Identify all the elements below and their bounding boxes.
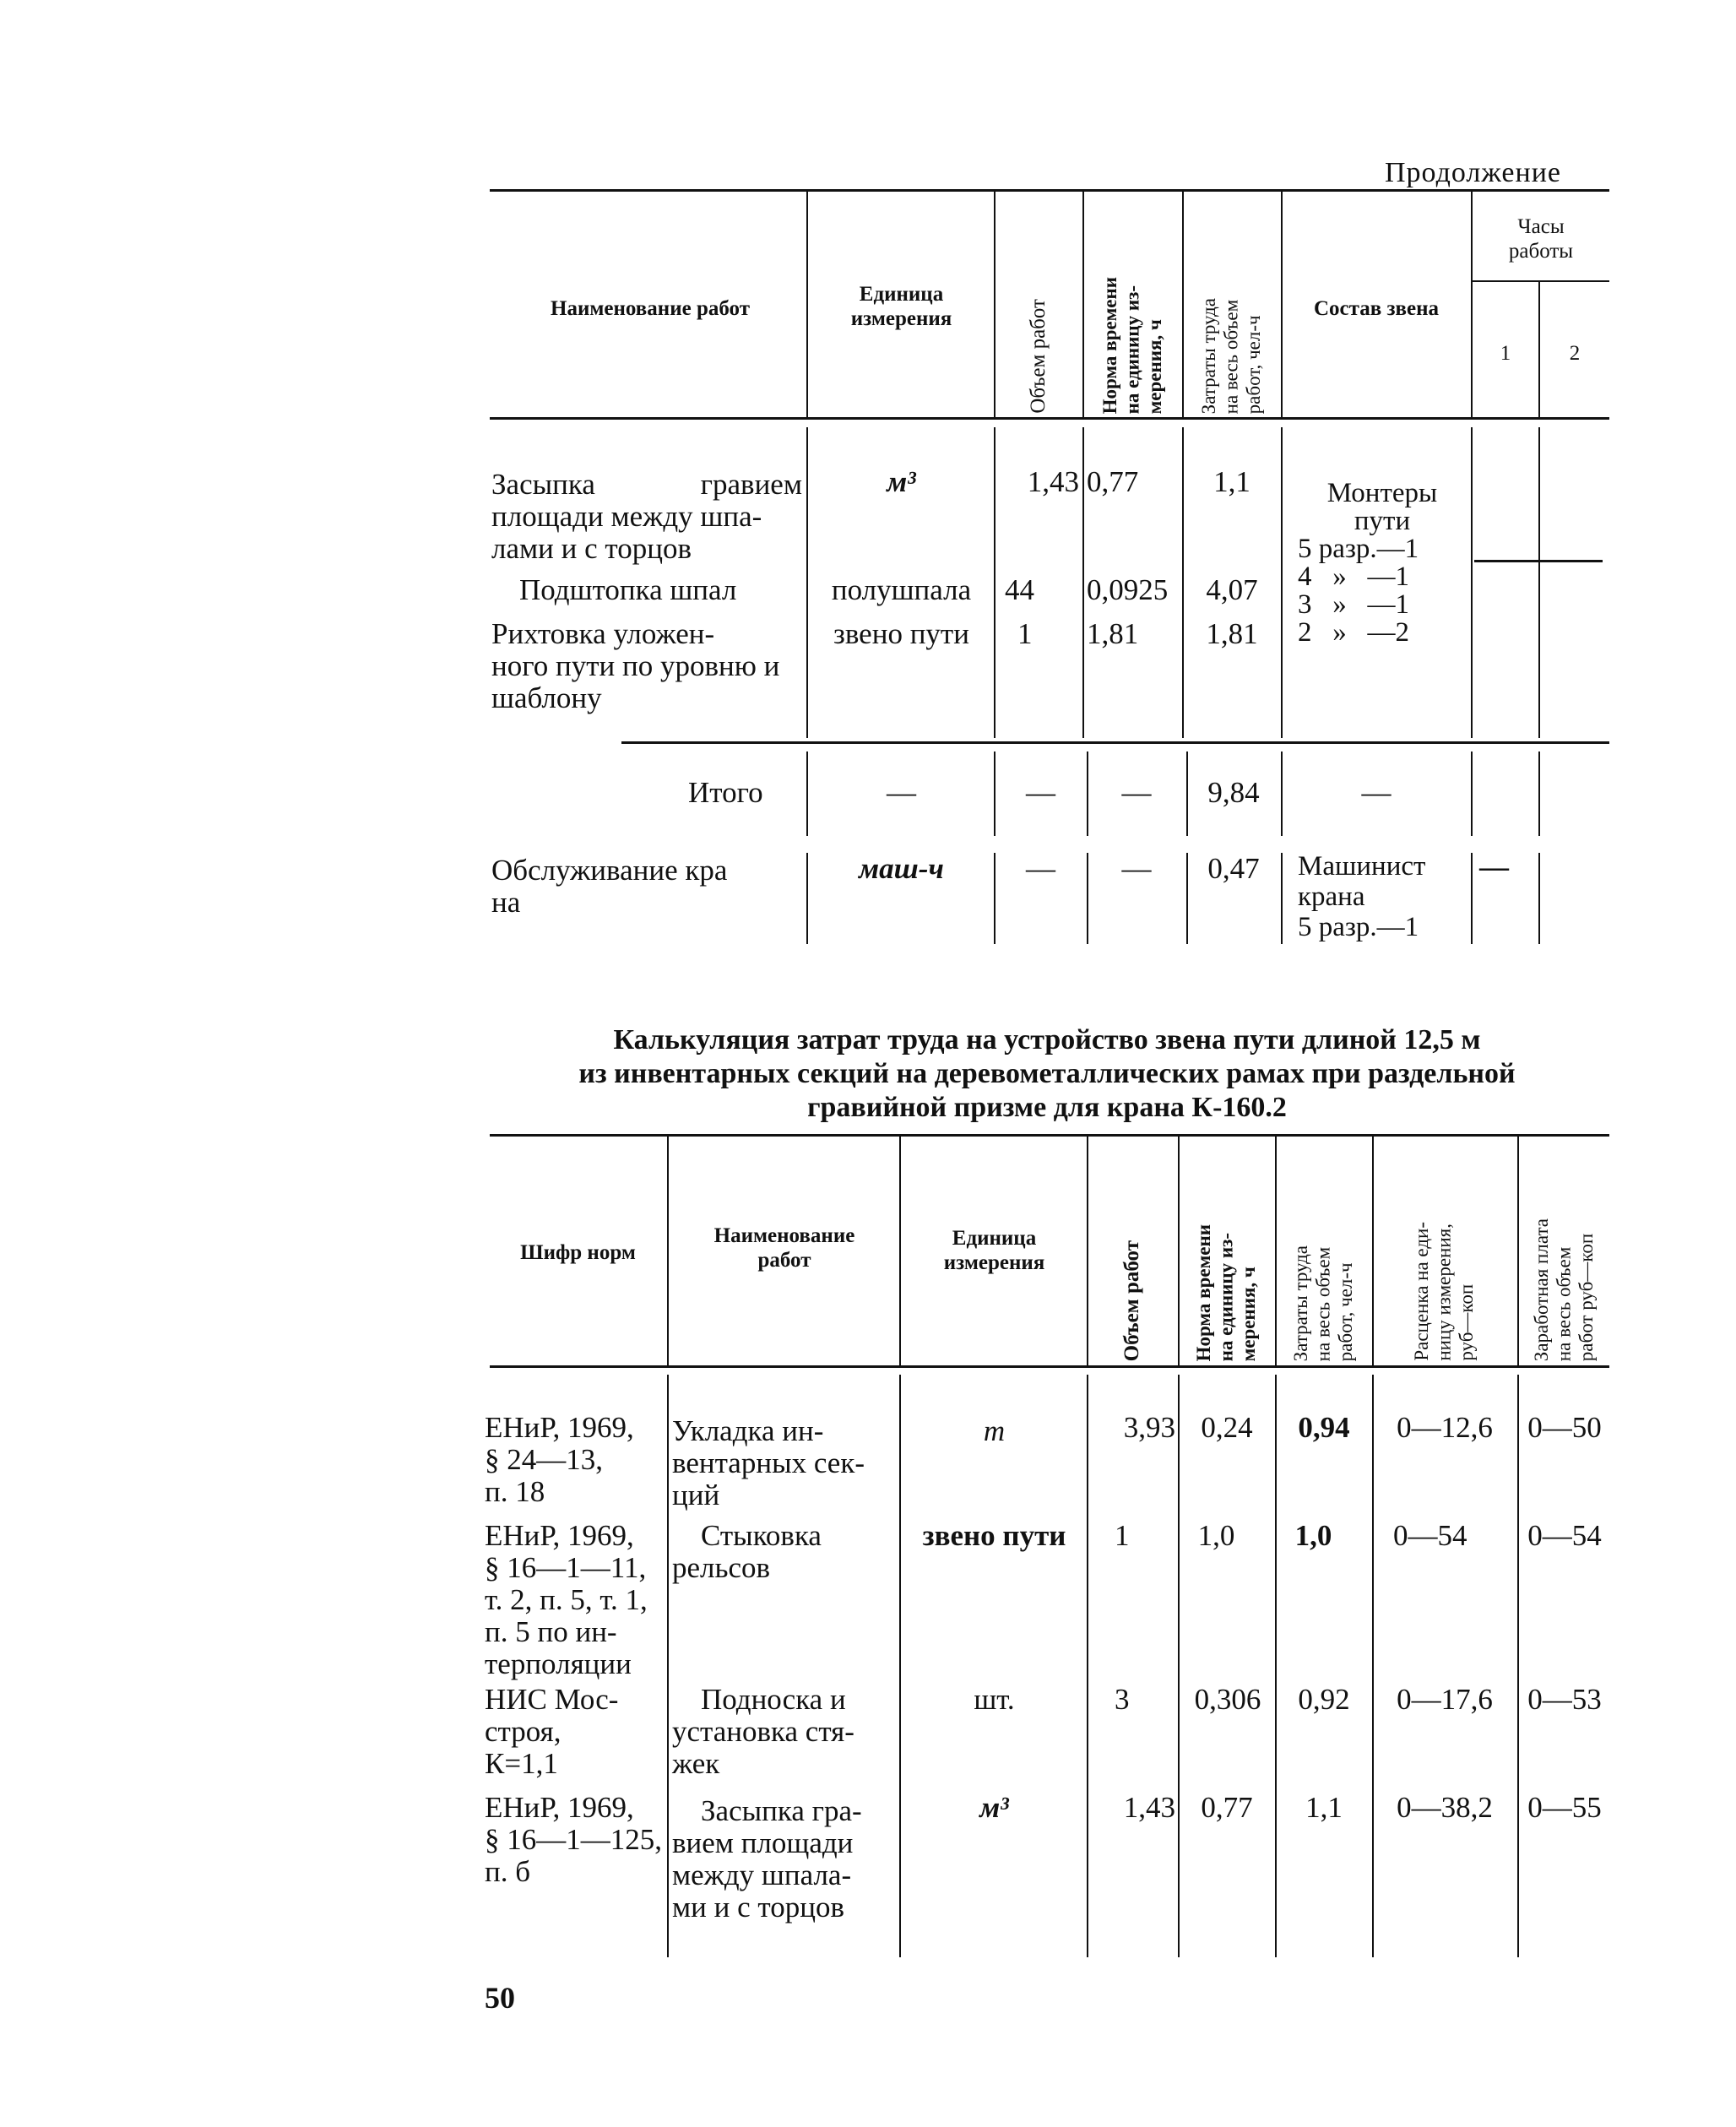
table1-total-volume: —: [1026, 776, 1055, 809]
table2-row4-labor: 1,1: [1305, 1791, 1343, 1824]
table2-header-norm: Норма времени на единицу из- мерения, ч: [1193, 1224, 1260, 1361]
table2-top-rule: [490, 1134, 1609, 1137]
table1-vrule: [1471, 427, 1473, 738]
table1-row2-volume: 44: [1005, 573, 1034, 606]
table1-vrule: [1281, 853, 1283, 944]
table1-vrule: [1087, 752, 1088, 836]
table1-row1-norm: 0,77: [1087, 465, 1139, 498]
table2-row4-wage: 0—55: [1527, 1791, 1602, 1824]
table1-row1-labor: 1,1: [1213, 465, 1250, 498]
table2-header-name: Наименование работ: [713, 1224, 855, 1272]
table2-row2-volume: 1: [1115, 1519, 1130, 1552]
table1-row3-norm: 1,81: [1087, 617, 1139, 650]
table2-row1-code: ЕНиР, 1969, § 24—13, п. 18: [485, 1411, 634, 1508]
table1-row3-volume: 1: [1017, 617, 1033, 650]
table2-row1-volume: 3,93: [1123, 1411, 1175, 1444]
table1-vrule: [1281, 427, 1283, 738]
crew-line: 2 » —2: [1298, 617, 1409, 648]
table1-vrule: [806, 427, 808, 738]
table2-row1-rate: 0—12,6: [1397, 1411, 1493, 1444]
table1-crane-name: Обслуживание кра на: [491, 854, 728, 919]
table2-row4-code: ЕНиР, 1969, § 16—1—125, п. б: [485, 1791, 662, 1888]
table1-header-unit: Единица измерения: [850, 283, 952, 330]
table1-vrule: [1182, 427, 1184, 738]
table2-vrule: [1275, 1137, 1277, 1365]
table2-vrule: [1372, 1137, 1374, 1365]
table2-row4-unit: м³: [979, 1791, 1009, 1824]
table2-vrule: [899, 1137, 901, 1365]
table2-row1-labor: 0,94: [1298, 1411, 1350, 1444]
table2-header-bottom-rule: [490, 1365, 1609, 1368]
crew-line: Монтеры: [1326, 478, 1438, 508]
table2-header-volume: Объем работ: [1120, 1240, 1144, 1361]
table1-total-unit: —: [887, 776, 916, 809]
table2-row3-code: НИС Мос- строя, К=1,1: [485, 1683, 619, 1780]
table1-row2-labor: 4,07: [1206, 573, 1258, 606]
table2-title: Калькуляция затрат труда на устройство звена пути длиной 12,5 м из инвентарных секций на деревометаллических рамах при раздельной гравийной призме для крана К-160.2: [578, 1024, 1516, 1123]
table2-row3-name: Подноска и установка стя- жек: [672, 1683, 854, 1780]
table1-vrule: [1538, 282, 1540, 417]
table2-vrule: [1517, 1137, 1519, 1365]
table1-vrule: [1082, 427, 1084, 738]
table1-header-bottom-rule: [490, 417, 1609, 420]
table1-vrule: [1538, 427, 1540, 738]
table1-vrule: [806, 192, 808, 417]
table1-vrule: [1538, 853, 1540, 944]
table1-total-label: Итого: [688, 776, 763, 809]
table2-row2-name: Стыковка рельсов: [672, 1519, 822, 1584]
crew-line: 4 » —1: [1298, 562, 1409, 592]
table2-row3-wage: 0—53: [1527, 1683, 1602, 1716]
table1-header-labor: Затраты труда на весь объем работ, чел-ч: [1198, 297, 1265, 414]
table1-row2-name: Подштопка шпал: [519, 573, 737, 606]
table2-row3-rate: 0—17,6: [1397, 1683, 1493, 1716]
table1-row1-name: Засыпка гравием площади между шпа- лами и с торцов: [491, 468, 802, 565]
table1-vrule: [1087, 853, 1088, 944]
table1-vrule: [1471, 192, 1473, 417]
table2-vrule: [1517, 1375, 1519, 1957]
table2-row2-code: ЕНиР, 1969, § 16—1—11, т. 2, п. 5, т. 1, п. 5 по ин- терполяции: [485, 1519, 648, 1680]
table1-vrule: [994, 192, 995, 417]
table1-total-rule: [621, 741, 1609, 744]
table1-vrule: [1082, 192, 1084, 417]
table2-header-rate: Расценка на еди- ницу измерения, руб—коп: [1411, 1222, 1478, 1361]
table2-vrule: [1178, 1137, 1180, 1365]
table2-vrule: [1178, 1375, 1180, 1957]
table1-crew-list: [1298, 480, 1467, 647]
table1-vrule: [1281, 752, 1283, 836]
table2-vrule: [1275, 1375, 1277, 1957]
table2-row1-norm: 0,24: [1201, 1411, 1253, 1444]
table2-row2-unit: звено пути: [922, 1519, 1066, 1552]
table1-header-volume: Объем работ: [1026, 299, 1050, 414]
table2-header-wage: Заработная плата на весь объем работ руб—коп: [1530, 1218, 1597, 1361]
table1-top-rule: [490, 189, 1609, 192]
table1-header-norm: Норма времени на единицу из- мерения, ч: [1099, 276, 1166, 414]
table1-header-hour-2: 2: [1569, 342, 1581, 365]
table2-row1-unit: т: [983, 1414, 1006, 1447]
table1-vrule: [994, 752, 995, 836]
table2-row4-norm: 0,77: [1201, 1791, 1253, 1824]
table1-row1-volume: 1,43: [1027, 465, 1079, 498]
table1-crane-crew: Машинист крана 5 разр.—1: [1298, 851, 1426, 942]
table2-row4-rate: 0—38,2: [1397, 1791, 1493, 1824]
table1-total-crew: —: [1361, 776, 1392, 809]
table1-vrule: [1281, 192, 1283, 417]
table1-header-hours: Часы работы: [1508, 215, 1574, 263]
table2-row2-wage: 0—54: [1527, 1519, 1602, 1552]
table1-row2-unit: полушпала: [831, 573, 972, 606]
table2-row2-labor: 1,0: [1294, 1519, 1332, 1552]
table1-crane-hour: —: [1479, 850, 1509, 883]
table2-row3-labor: 0,92: [1298, 1683, 1350, 1716]
table1-total-norm: —: [1121, 776, 1152, 809]
table1-crane-labor: 0,47: [1207, 852, 1260, 885]
table1-vrule: [1471, 853, 1473, 944]
table2-row4-name: Засыпка гра- вием площади между шпала- ми и с торцов: [672, 1794, 862, 1924]
table1-vrule: [806, 853, 808, 944]
table1-vrule: [1182, 192, 1184, 417]
table2-header-labor: Затраты труда на весь объем работ, чел-ч: [1290, 1245, 1357, 1361]
table2-vrule: [899, 1375, 901, 1957]
table1-vrule: [1538, 752, 1540, 836]
table2-row3-volume: 3: [1115, 1683, 1130, 1716]
table1-header-crew: Состав звена: [1313, 297, 1440, 320]
crew-line: 3 » —1: [1298, 589, 1409, 620]
table2-vrule: [1087, 1375, 1088, 1957]
table1-row1-unit: м³: [887, 465, 916, 498]
table2-vrule: [667, 1137, 669, 1365]
table2-row4-volume: 1,43: [1123, 1791, 1175, 1824]
continuation-label: Продолжение: [1385, 157, 1562, 188]
table1-total-labor: 9,84: [1207, 776, 1260, 809]
table1-vrule: [806, 752, 808, 836]
table2-row2-norm: 1,0: [1197, 1519, 1235, 1552]
table1-header-name: Наименование работ: [551, 297, 750, 320]
table2-header-code: Шифр норм: [520, 1241, 636, 1264]
table1-vrule: [994, 427, 995, 738]
table2-row3-unit: шт.: [974, 1683, 1015, 1716]
table1-crane-norm: —: [1121, 852, 1152, 885]
table2-vrule: [1372, 1375, 1374, 1957]
crew-line: пути: [1354, 506, 1411, 536]
table1-header-hour-1: 1: [1500, 342, 1511, 365]
table1-vrule: [994, 853, 995, 944]
page-number: 50: [485, 1981, 515, 2015]
table1-row3-unit: звено пути: [833, 617, 969, 650]
crew-line: 5 разр.—1: [1298, 534, 1419, 564]
table1-row3-name: Рихтовка уложен- ного пути по уровню и шаблону: [491, 617, 780, 714]
table2-vrule: [1087, 1137, 1088, 1365]
table2-header-unit: Единица измерения: [943, 1227, 1045, 1274]
table2-row3-norm: 0,306: [1194, 1683, 1261, 1716]
table2-vrule: [667, 1375, 669, 1957]
table2-row2-rate: 0—54: [1393, 1519, 1467, 1552]
table2-row1-name: Укладка ин- вентарных сек- ций: [672, 1414, 865, 1511]
table1-crane-volume: —: [1026, 852, 1055, 885]
table1-vrule: [1471, 752, 1473, 836]
table2-row1-wage: 0—50: [1527, 1411, 1602, 1444]
table1-crane-unit: маш-ч: [859, 852, 944, 885]
table1-row3-labor: 1,81: [1206, 617, 1258, 650]
table1-row2-norm: 0,0925: [1087, 573, 1169, 606]
table1-hours-subrule: [1471, 280, 1609, 282]
